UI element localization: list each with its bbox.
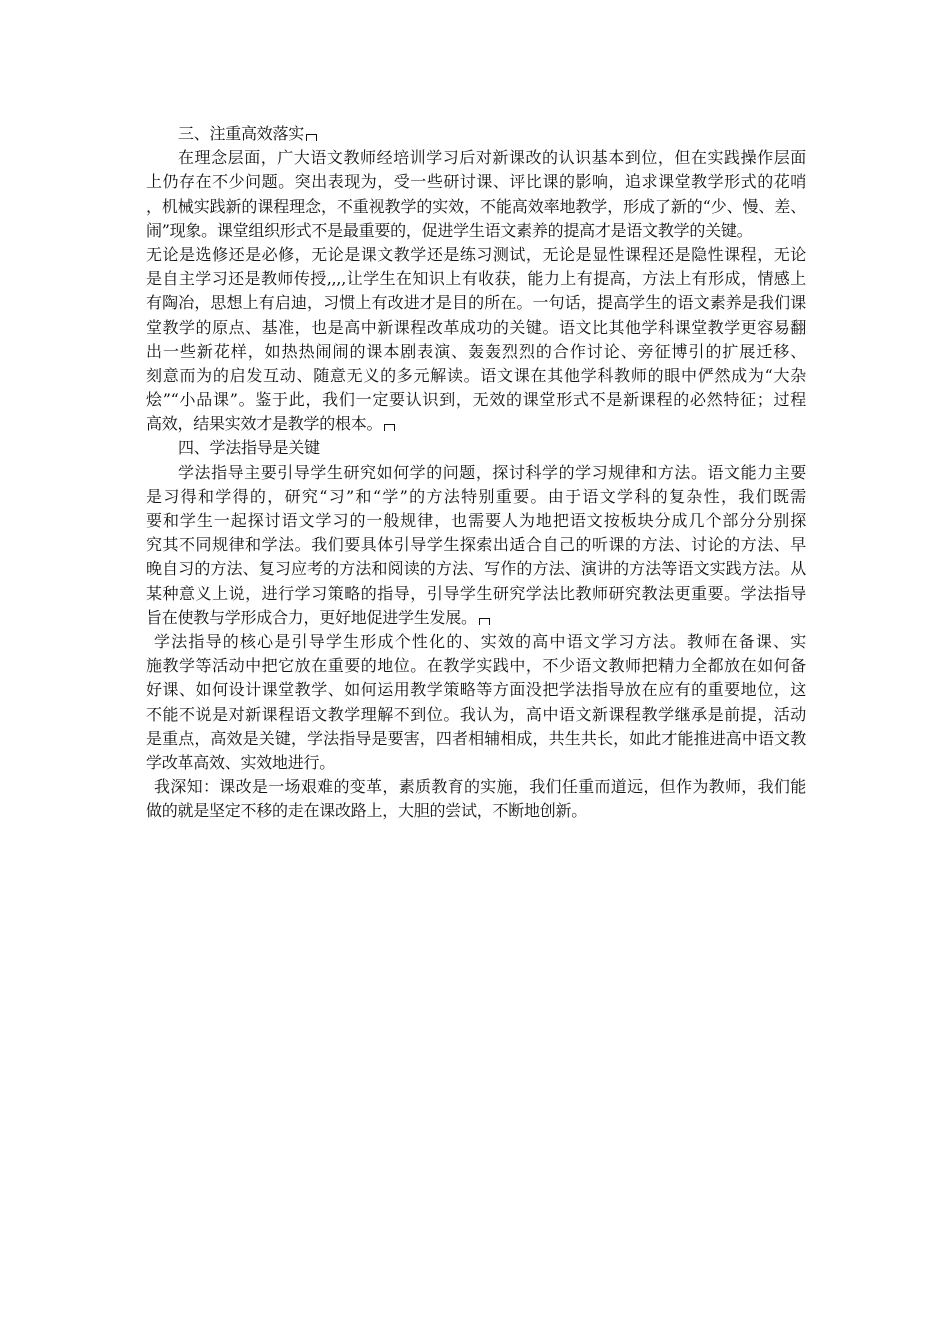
text-line: 是习得和学得的，研究“习”和“学”的方法特别重要。由于语文学科的复杂性，我们既需 [146,486,806,506]
text-line: 某种意义上说，进行学习策略的指导，引导学生研究学法比教师研究教法更重要。学法指导 [146,583,806,603]
paragraph-mark-icon [479,618,490,625]
text-line: 闹”现象。课堂组织形式不是最重要的，促进学生语文素养的提高才是语文教学的关键。 [146,220,753,240]
section-heading: 四、学法指导是关键 [178,438,320,458]
text-line: 堂教学的原点、基准，也是高中新课程改革成功的关键。语文比其他学科课堂教学更容易翻 [146,317,806,337]
text-line [146,606,806,630]
text-line: 无论是选修还是必修，无论是课文教学还是练习测试，无论是显性课程还是隐性课程，无论 [146,244,806,264]
text-line: 有陶冶，思想上有启迪，习惯上有改进才是目的所在。一句话，提高学生的语文素养是我们课 [146,293,806,313]
text-line: 晚自习的方法、复习应考的方法和阅读的方法、写作的方法、演讲的方法等语文实践方法。从 [146,559,806,579]
text-line: 不能不说是对新课程语文教学理解不到位。我认为，高中语文新课程教学继承是前提，活动 [146,704,806,724]
text-line-content: 高效，结果实效才是教学的根本。 [146,414,383,434]
paragraph-mark-icon [384,424,395,431]
text-line: 烩”“小品课”。鉴于此，我们一定要认识到，无效的课堂形式不是新课程的必然特征；过程 [146,390,806,410]
text-line: 出一些新花样，如热热闹闹的课本剧表演、轰轰烈烈的合作讨论、旁征博引的扩展迁移、 [146,341,806,361]
text-line: 要和学生一起探讨语文学习的一般规律，也需要人为地把语文按板块分成几个部分分别探 [146,511,806,530]
section-heading [146,122,806,146]
document-page [146,122,806,823]
text-line: 是自主学习还是教师传授,,,,让学生在知识上有收获，能力上有提高，方法上有形成，情感上 [146,269,806,289]
text-line: 学法指导主要引导学生研究如何学的问题，探讨科学的学习规律和方法。语文能力主要 [178,462,806,482]
heading-text: 三、注重高效落实 [178,124,305,143]
text-line: ，机械实践新的课程理念，不重视教学的实效，不能高效率地教学，形成了新的“少、慢、差、 [146,196,806,216]
text-line: 刻意而为的启发互动、随意无义的多元解读。语文课在其他学科教师的眼中俨然成为“大杂 [146,365,806,385]
text-line: 施教学等活动中把它放在重要的地位。在教学实践中，不少语文教师把精力全都放在如何备 [146,656,806,676]
text-line: 究其不同规律和学法。我们要具体引导学生探索出适合自己的听课的方法、讨论的方法、早 [146,535,806,555]
text-line: 在理念层面，广大语文教师经培训学习后对新课改的认识基本到位，但在实践操作层面 [178,148,806,168]
text-line: 做的就是坚定不移的走在课改路上，大胆的尝试，不断地创新。 [146,801,588,821]
text-line: 好课、如何设计课堂教学、如何运用教学策略等方面没把学法指导放在应有的重要地位，这 [146,680,806,700]
text-line: 学改革高效、实效地进行。 [146,752,336,772]
paragraph-mark-icon [306,134,317,141]
text-line-content: 旨在使教与学形成合力，更好地促进学生发展。 [146,607,477,627]
text-line: 上仍存在不少问题。突出表现为，受一些研讨课、评比课的影响，追求课堂教学形式的花哨 [146,172,806,192]
text-line: 我深知：课改是一场艰难的变革，素质教育的实施，我们任重而道远，但作为教师，我们能 [154,777,806,797]
text-line: 是重点，高效是关键，学法指导是要害，四者相辅相成，共生共长，如此才能推进高中语文教 [146,728,806,748]
text-line: 学法指导的核心是引导学生形成个性化的、实效的高中语文学习方法。教师在备课、实 [154,631,806,651]
text-line [146,412,806,436]
